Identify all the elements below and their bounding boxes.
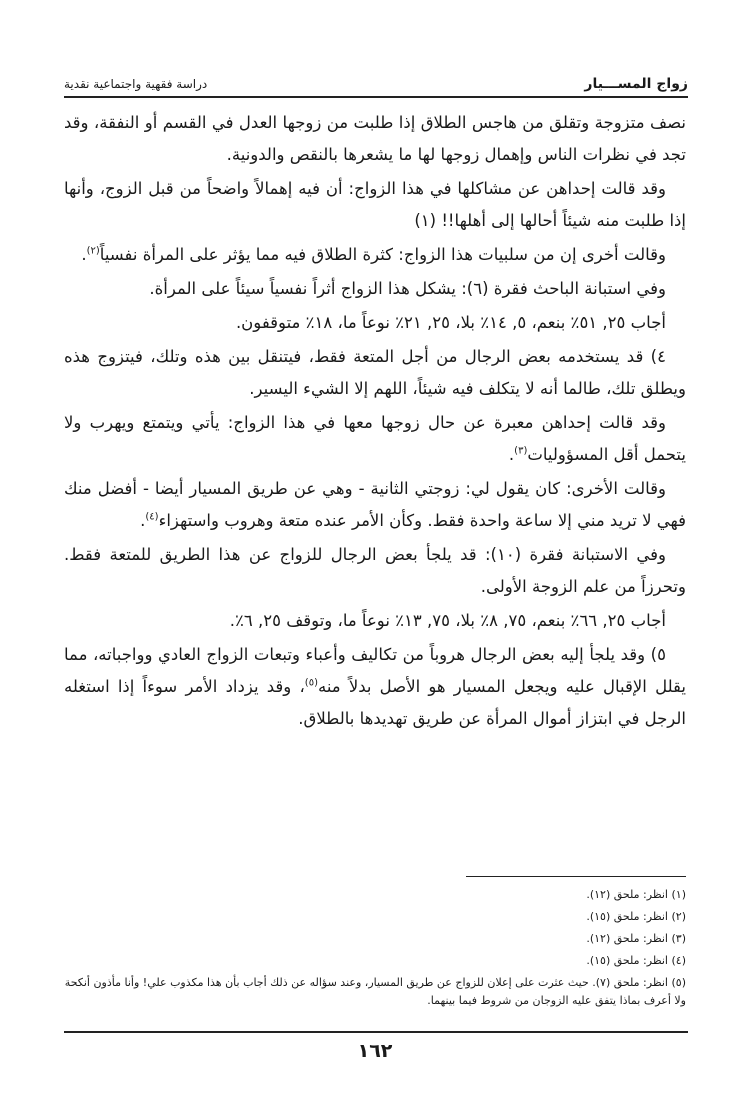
- footnotes: [64, 884, 686, 1010]
- footnote-mark-2: (٢): [86, 245, 100, 257]
- main-text: [64, 107, 686, 737]
- footnote-1: (١) انظر: ملحق (١٢).: [586, 888, 686, 901]
- footnote-5: (٥) انظر: ملحق (٧). حيث عثرت على إعلان للزواج عن طريق المسيار، وعند سؤاله عن ذلك أجاب بأن هذا مكذوب علي! وأنا مأذون أنكحة ولا أعرف بماذا يتفق عليه الزوجان من شروط فيما بينهما.: [64, 976, 686, 1007]
- running-header: [64, 74, 688, 96]
- footnote-mark-4: (٤): [145, 511, 159, 523]
- paragraph-3: وقالت أخرى إن من سلبيات هذا الزواج: كثرة الطلاق فيه مما يؤثر على المرأة نفسياً$^{(٢)}$.: [81, 245, 666, 264]
- paragraph-4: وفي استبانة الباحث فقرة (٦): يشكل هذا الزواج أثراً نفسياً سيئاً على المرأة.: [149, 279, 666, 298]
- paragraph-2: وقد قالت إحداهن عن مشاكلها في هذا الزواج: أن فيه إهمالاً واضحاً من قبل الزوج، وأنها إذا طلبت منه شيئاً أحالها إلى أهلها!! (١): [64, 179, 686, 230]
- footnote-3: (٣) انظر: ملحق (١٢).: [586, 932, 686, 945]
- footnote-4: (٤) انظر: ملحق (١٥).: [586, 954, 686, 967]
- footer-rule: [64, 1031, 688, 1033]
- footnote-mark-3: (٣): [514, 445, 528, 457]
- paragraph-1: نصف متزوجة وتقلق من هاجس الطلاق إذا طلبت من زوجها العدل في القسم أو النفقة، وقد تجد في نظرات الناس وإهمال زوجها لها ما يشعرها بالنقص والدونية.: [64, 113, 686, 164]
- page-number: ١٦٢: [357, 1040, 393, 1062]
- book-title: زواج المســـيار: [584, 76, 688, 92]
- footnote-2: (٢) انظر: ملحق (١٥).: [586, 910, 686, 923]
- header-rule: [64, 96, 688, 98]
- paragraph-5: أجاب ٢٥, ٥١٪ بنعم، ٥, ١٤٪ بلا، ٢٥, ٢١٪ نوعاً ما، ١٨٪ متوقفون.: [235, 313, 666, 332]
- paragraph-10: أجاب ٢٥, ٦٦٪ بنعم، ٧٥, ٨٪ بلا، ٧٥, ١٣٪ نوعاً ما، وتوقف ٢٥, ٦٪.: [229, 611, 666, 630]
- footnote-mark-1: (١): [414, 211, 437, 230]
- paragraph-9: وفي الاستبانة فقرة (١٠): قد يلجأ بعض الرجال للزواج عن هذا الطريق للمتعة فقط. وتحرزاً من علم الزوجة الأولى.: [64, 545, 686, 596]
- paragraph-8: وقالت الأخرى: كان يقول لي: زوجتي الثانية - وهي عن طريق المسيار أيضا - أفضل منك فهي لا تريد مني إلا ساعة واحدة فقط. وكأن الأمر عنده متعة وهروب واستهزاء$^{(٤)}$.: [64, 479, 686, 530]
- footnote-mark-5: (٥): [304, 677, 318, 689]
- footnotes-rule: [466, 876, 686, 877]
- paragraph-11: ٥) وقد يلجأ إليه بعض الرجال هروباً من تكاليف وأعباء وتبعات الزواج العادي وواجباته، مما يقلل الإقبال عليه ويجعل المسيار هو الأصل بدلاً منه$^{(٥)}$، وقد يزداد الأمر سوءاً إذا استغله الرجل في ابتزاز أموال المرأة عن طريق تهديدها بالطلاق.: [64, 645, 686, 728]
- paragraph-7: وقد قالت إحداهن معبرة عن حال زوجها معها في هذا الزواج: يأتي ويتمتع ويهرب ولا يتحمل أقل المسؤوليات$^{(٣)}$.: [64, 413, 686, 464]
- book-subtitle: دراسة فقهية واجتماعية نقدية: [64, 77, 208, 91]
- paragraph-6: ٤) قد يستخدمه بعض الرجال من أجل المتعة فقط، فيتنقل بين هذه وتلك، فيتزوج هذه ويطلق تلك، طالما أنه لا يتكلف فيه شيئاً، اللهم إلا الشيء اليسير.: [64, 347, 686, 398]
